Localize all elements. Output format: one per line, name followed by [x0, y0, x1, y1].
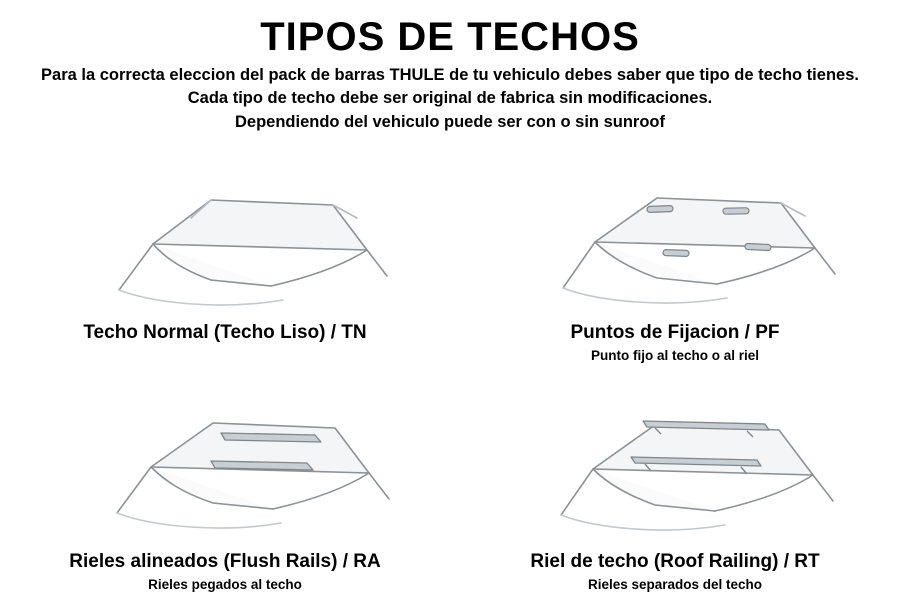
roof-type-subcaption: Rieles pegados al techo [148, 577, 302, 592]
roof-railing-illustration [465, 401, 885, 541]
roof-type-card-riel-de-techo [450, 391, 900, 616]
roof-type-card-rieles-alineados [0, 391, 450, 616]
roof-flush-rails-illustration [15, 401, 435, 541]
intro-line-3: Dependiendo del vehiculo puede ser con o sin sunroof [235, 112, 665, 131]
roof-type-caption: Riel de techo (Roof Railing) / RT [530, 551, 820, 572]
intro-line-2: Cada tipo de techo debe ser original de fabrica sin modificaciones. [187, 89, 713, 108]
intro-text [20, 64, 880, 134]
roof-type-caption: Techo Normal (Techo Liso) / TN [83, 322, 367, 343]
roof-plain-illustration [15, 172, 435, 312]
roof-types-grid [0, 166, 900, 616]
page-title: TIPOS DE TECHOS [260, 15, 640, 59]
roof-type-subcaption: Rieles separados del techo [587, 577, 763, 592]
roof-type-caption: Rieles alineados (Flush Rails) / RA [69, 551, 381, 572]
roof-type-subcaption: Punto fijo al techo o al riel [590, 348, 760, 363]
roof-type-caption: Puntos de Fijacion / PF [570, 322, 780, 343]
roof-type-card-techo-normal [0, 166, 450, 391]
intro-line-1: Para la correcta eleccion del pack de barras THULE de tu vehiculo debes saber que tipo de techo tienes. [41, 66, 859, 84]
roof-fixpoint-illustration [465, 172, 885, 312]
roof-type-card-puntos-de-fijacion [450, 166, 900, 391]
poster-root [0, 16, 900, 616]
